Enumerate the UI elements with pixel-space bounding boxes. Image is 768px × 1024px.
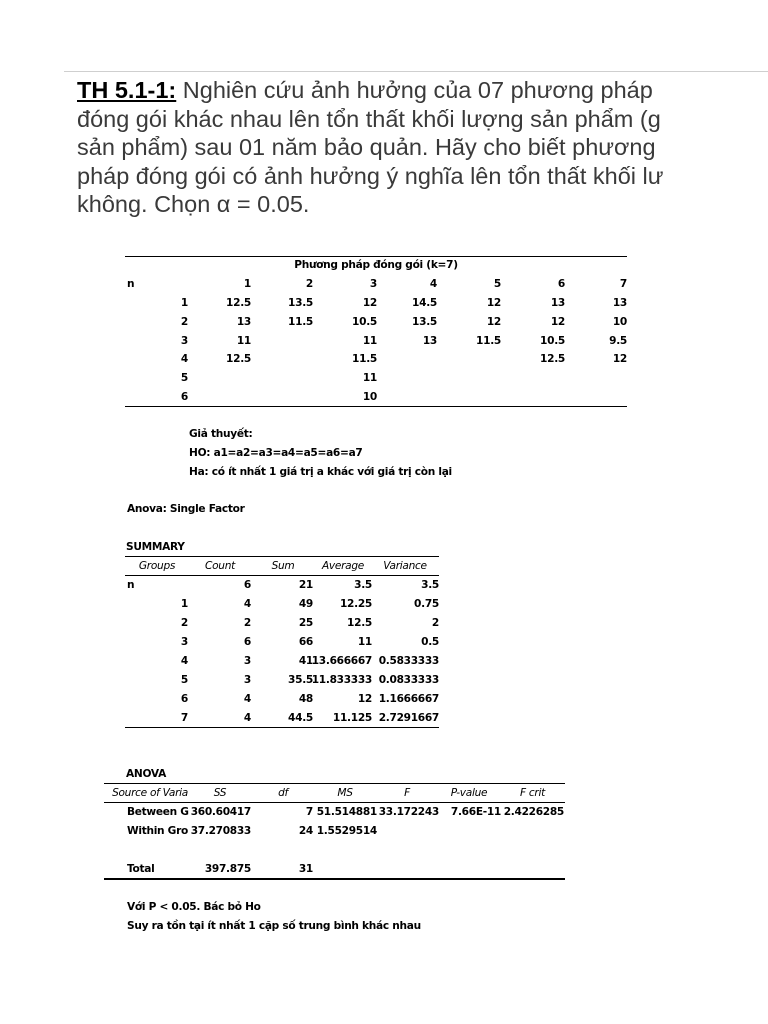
data-table-row-label: 6 [180,391,188,403]
heading-line-3: sản phẩm) sau 01 năm bảo quản. Hãy cho biết phương [77,134,656,160]
summary-cell: 6 [243,579,251,591]
data-table-cell: 11 [362,372,377,385]
summary-cell: 2 [243,617,251,629]
data-table-column-header: 3 [369,278,377,290]
hypothesis-title: Giả thuyết: [189,428,253,440]
anova-bottom-border [104,878,565,880]
data-table-cell: 13.5 [412,315,437,328]
data-table-cell: 13.5 [288,297,313,309]
summary-cell: 3 [243,674,251,686]
anova-source-label: Total [127,863,155,875]
summary-cell: 0.0833333 [378,674,439,686]
anova-cell: 7 [305,806,313,818]
anova-cell: 31 [298,863,313,875]
summary-cell: 3.5 [421,579,439,591]
data-table-cell: 13 [612,297,627,309]
anova-header: F crit [520,787,545,799]
null-hypothesis: HO: a1=a2=a3=a4=a5=a6=a7 [189,447,363,459]
heading-line-5: không. Chọn α = 0.05. [77,191,310,217]
anova-cell: 33.172243 [378,806,439,818]
summary-cell: 0.75 [414,598,439,610]
data-table-cell: 11.5 [288,315,313,328]
data-table-cell: 11 [236,334,251,347]
data-table-row-label: 4 [180,353,188,366]
summary-cell: 6 [243,636,251,648]
summary-header: Average [321,560,365,572]
conclusion-line-1: Với P < 0.05. Bác bỏ Ho [127,901,261,913]
summary-group-label: 5 [180,674,188,686]
summary-cell: 4 [243,712,251,724]
summary-group-label: 2 [180,617,188,629]
summary-group-label: 3 [180,636,188,648]
data-table-cell: 13 [422,334,437,347]
summary-cell: 35.5 [288,674,313,686]
data-table-column-header: 7 [619,278,627,290]
anova-header-border [104,802,565,803]
conclusion-line-2: Suy ra tồn tại ít nhất 1 cặp số trung bình khác nhau [127,920,421,932]
data-table-cell: 10.5 [540,334,565,347]
anova-source-label: Between G [127,806,189,818]
data-table-row-label: 5 [180,372,188,385]
data-table-column-header: 1 [243,278,251,290]
summary-cell: 44.5 [288,712,313,724]
anova-title: ANOVA [126,768,166,780]
data-table-cell: 12.5 [540,353,565,366]
summary-cell: 41 [298,655,313,667]
summary-cell: 3 [243,655,251,667]
summary-group-label: n [127,579,135,591]
summary-cell: 12.5 [347,617,372,629]
summary-cell: 11 [357,636,372,648]
top-divider [64,71,768,72]
summary-group-label: 7 [180,712,188,724]
anova-single-factor-title: Anova: Single Factor [127,503,245,515]
summary-cell: 13.666667 [311,655,372,667]
anova-cell: 2.4226285 [503,806,564,818]
data-table-cell: 11.5 [352,353,377,366]
summary-header-border [125,575,439,576]
summary-group-label: 1 [180,598,188,610]
summary-header: Variance [383,560,427,572]
anova-header: Source of Varia [112,787,188,799]
summary-cell: 0.5833333 [378,655,439,667]
summary-cell: 4 [243,693,251,705]
summary-cell: 12 [357,693,372,705]
data-table-row-label: 2 [180,315,188,328]
data-table-column-header: 4 [429,278,437,290]
data-table-row-header: n [127,278,135,290]
summary-bottom-border [125,727,439,728]
summary-cell: 2.7291667 [378,712,439,724]
heading-line-1: TH 5.1-1: Nghiên cứu ảnh hưởng của 07 phương pháp [77,77,653,103]
data-table-cell: 10 [362,391,377,403]
data-table-cell: 10.5 [352,315,377,328]
exercise-heading [77,76,768,226]
summary-header: Groups [138,560,176,572]
data-table-cell: 12.5 [226,297,251,309]
summary-cell: 3.5 [354,579,372,591]
data-table-cell: 12.5 [226,353,251,366]
anova-header: F [404,787,410,799]
summary-cell: 25 [298,617,313,629]
data-table-cell: 12 [550,315,565,328]
summary-cell: 2 [431,617,439,629]
anova-cell: 7.66E-11 [450,806,501,818]
data-table-column-header: 2 [305,278,313,290]
data-table-row-label: 1 [180,297,188,309]
summary-cell: 1.1666667 [378,693,439,705]
data-table-cell: 10 [612,315,627,328]
summary-cell: 66 [298,636,313,648]
data-table-cell: 12 [612,353,627,366]
anova-cell: 51.514881 [316,806,377,818]
anova-cell: 360.60417 [190,806,251,818]
anova-header: MS [337,787,353,799]
summary-cell: 0.5 [421,636,439,648]
summary-header: Sum [271,560,295,572]
summary-group-label: 4 [180,655,188,667]
data-table-column-header: 6 [557,278,565,290]
data-table-title: Phương pháp đóng gói (k=7) [294,259,458,271]
alternative-hypothesis: Ha: có ít nhất 1 giá trị a khác với giá trị còn lại [189,466,452,478]
data-table-column-header: 5 [493,278,501,290]
anova-header: df [278,787,288,799]
data-table-cell: 12 [362,297,377,309]
summary-header: Count [205,560,235,572]
summary-group-label: 6 [180,693,188,705]
data-table-cell: 13 [550,297,565,309]
data-table-cell: 14.5 [412,297,437,309]
anova-cell: 397.875 [204,863,251,875]
heading-line-2: đóng gói khác nhau lên tổn thất khối lượng sản phẩm (g [77,105,661,132]
exercise-label: TH 5.1-1: [77,77,177,103]
anova-cell: 37.270833 [190,825,251,837]
anova-header: P-value [450,787,488,799]
summary-cell: 21 [298,579,313,591]
summary-cell: 48 [298,693,313,705]
data-table-cell: 12 [486,297,501,309]
summary-cell: 11.125 [332,712,372,724]
summary-cell: 11.833333 [311,674,372,686]
data-table-row-label: 3 [180,334,188,347]
data-table-cell: 11 [362,334,377,347]
anova-cell: 1.5529514 [316,825,377,837]
summary-cell: 49 [298,598,313,610]
summary-cell: 12.25 [339,598,372,610]
anova-cell: 24 [298,825,313,837]
data-table-cell: 9.5 [609,334,627,347]
summary-cell: 4 [243,598,251,610]
data-table-cell: 12 [486,315,501,328]
anova-source-label: Within Gro [127,825,188,837]
heading-line-4: pháp đóng gói có ảnh hưởng ý nghĩa lên tổn thất khối lư [77,162,664,189]
data-table-cell: 13 [236,315,251,328]
data-table-bottom-border [125,406,627,407]
summary-title: SUMMARY [126,541,185,553]
anova-header: SS [213,787,227,799]
data-table-cell: 11.5 [476,334,501,347]
